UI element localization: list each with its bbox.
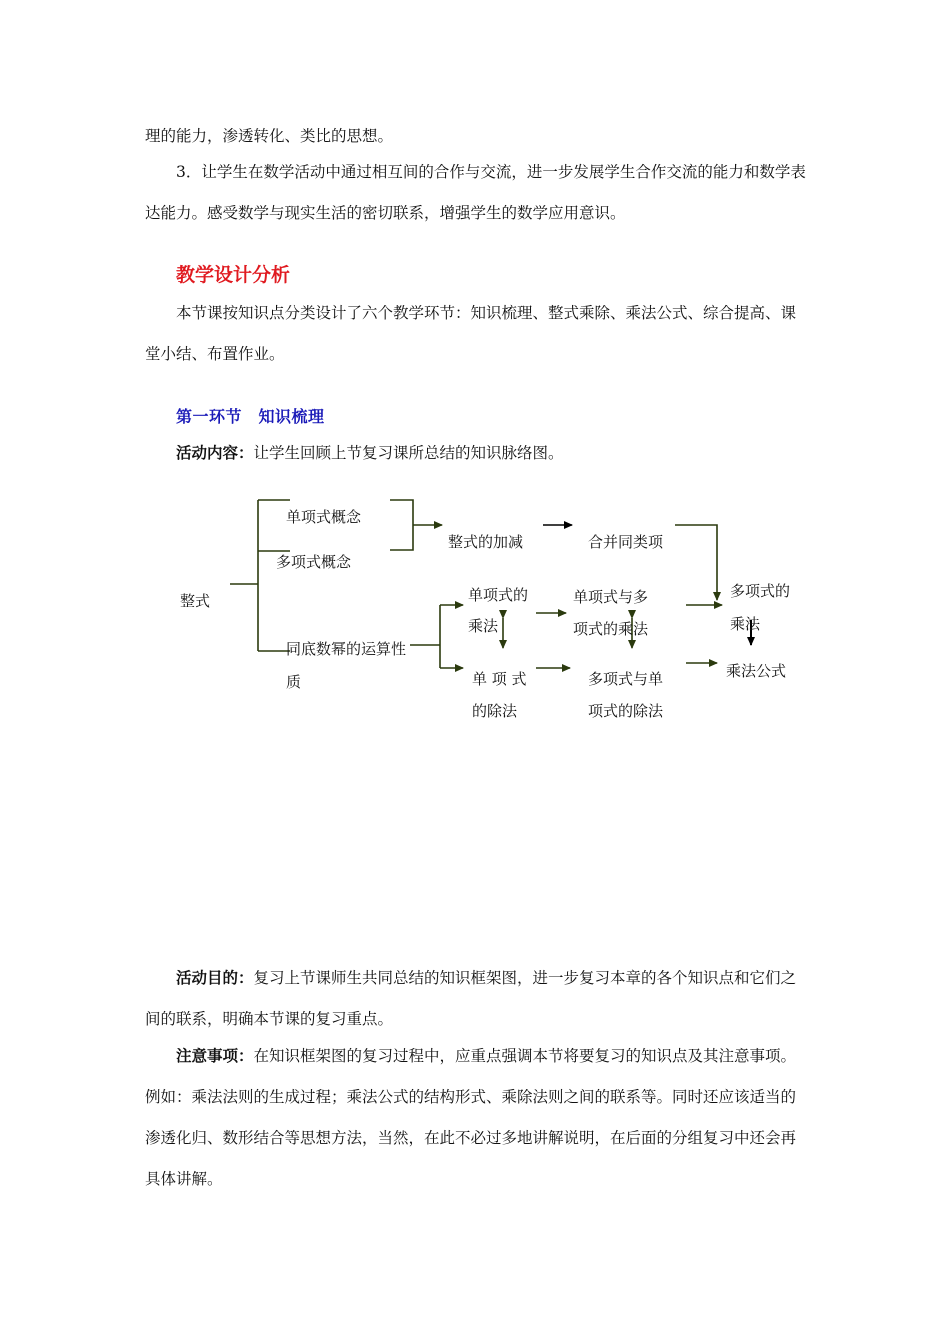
activity-purpose-text: 复习上节课师生共同总结的知识框架图，进一步复习本章的各个知识点和它们之间的联系，明确本节课的复习重点。	[145, 969, 797, 1028]
activity-purpose	[145, 958, 807, 1040]
design-analysis-heading: 教学设计分析	[176, 264, 291, 286]
node-polynomial-concept: 多项式概念	[276, 553, 352, 571]
node-poly-mult-1: 多项式的	[730, 582, 791, 600]
intro-line: 理的能力，渗透转化、类比的思想。	[145, 127, 394, 145]
node-poly-mono-div-1: 多项式与单	[588, 670, 664, 688]
notes	[145, 1036, 807, 1200]
node-mult-formula: 乘法公式	[726, 662, 787, 680]
objective-3: 3．让学生在数学活动中通过相互间的合作与交流，进一步发展学生合作交流的能力和数学表达能力。感受数学与现实生活的密切联系，增强学生的数学应用意识。	[145, 163, 806, 222]
node-poly-mult-2: 乘法	[730, 615, 761, 633]
node-root: 整式	[180, 592, 211, 610]
node-mono-div-2: 的除法	[472, 702, 518, 720]
node-mono-mult-2: 乘法	[468, 617, 499, 635]
section1-heading: 第一环节 知识梳理	[176, 407, 325, 426]
design-analysis-body: 本节课按知识点分类设计了六个教学环节：知识梳理、整式乘除、乘法公式、综合提高、课堂小结、布置作业。	[145, 304, 797, 363]
node-mono-div-1: 单 项 式	[472, 670, 527, 688]
node-power-rules-1: 同底数幂的运算性	[286, 640, 407, 658]
node-power-rules-2: 质	[286, 673, 302, 691]
node-mono-mult-1: 单项式的	[468, 586, 529, 604]
node-monomial-concept: 单项式概念	[286, 508, 362, 526]
node-mono-poly-mult-2: 项式的乘法	[573, 620, 649, 638]
node-mono-poly-mult-1: 单项式与多	[573, 588, 649, 606]
node-poly-mono-div-2: 项式的除法	[588, 702, 664, 720]
notes-text: 在知识框架图的复习过程中，应重点强调本节将要复习的知识点及其注意事项。例如：乘法法则的生成过程；乘法公式的结构形式、乘除法则之间的联系等。同时还应该适当的渗透化归、数形结合等思想方法，当然，在此不必过多地讲解说明，在后面的分组复习中还会再具体讲解。	[145, 1047, 797, 1188]
activity-content-label: 活动内容：	[176, 444, 254, 462]
concepts-bracket	[390, 500, 413, 550]
node-add-sub: 整式的加减	[448, 533, 524, 551]
activity-content-text: 让学生回顾上节复习课所总结的知识脉络图。	[253, 444, 564, 462]
notes-label: 注意事项：	[176, 1047, 254, 1065]
node-combine-like: 合并同类项	[588, 533, 664, 551]
combine-to-poly-mult	[675, 525, 717, 600]
activity-purpose-label: 活动目的：	[176, 969, 254, 987]
